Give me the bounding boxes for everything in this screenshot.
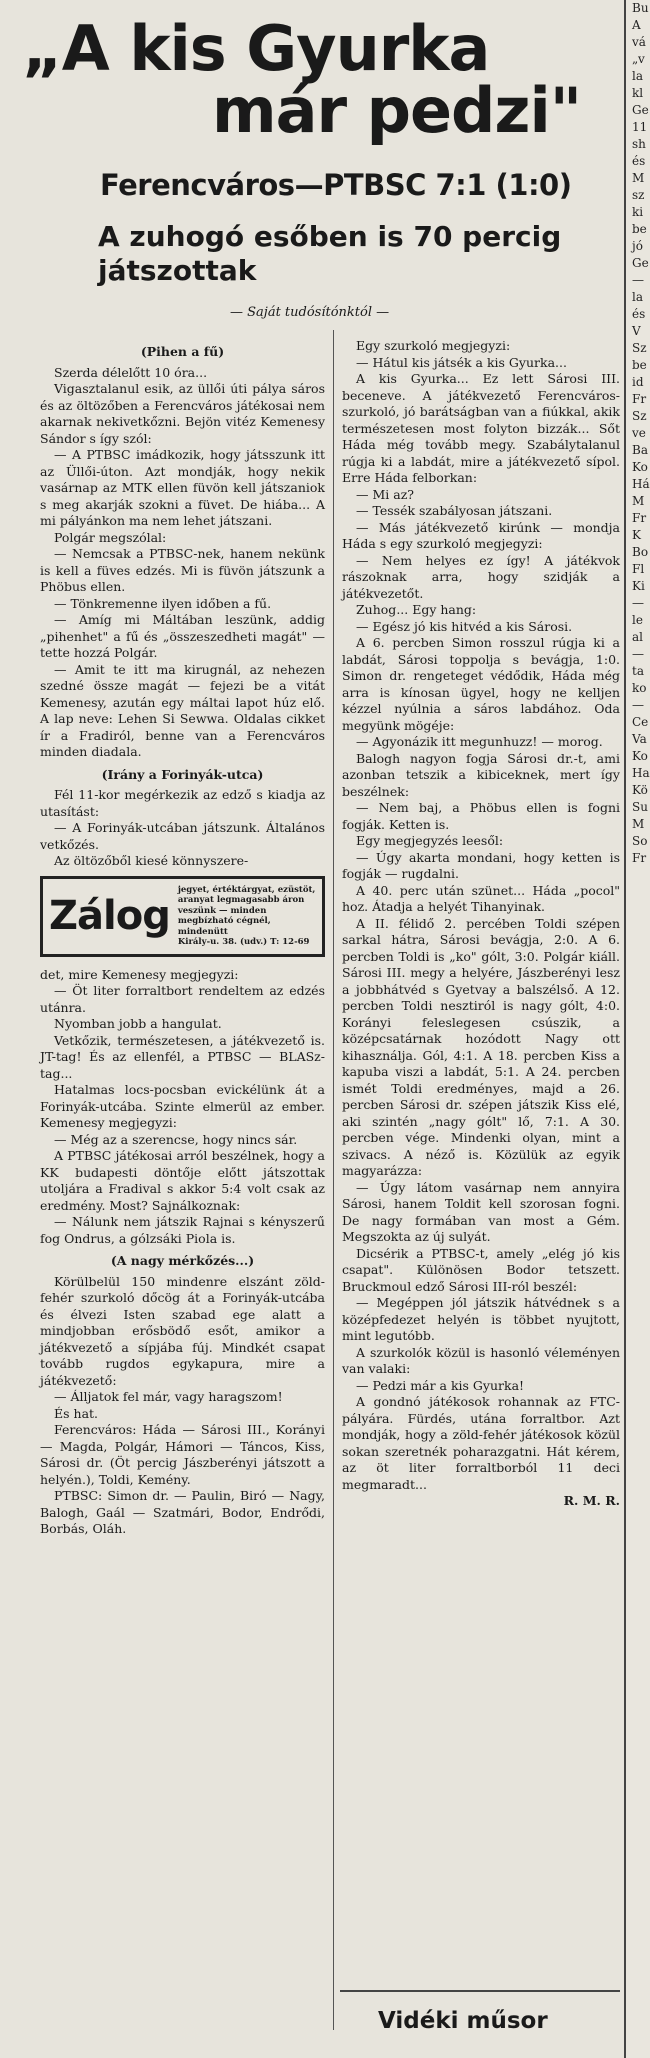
edge-fragment: Fr	[632, 392, 647, 406]
edge-fragment: Ki	[632, 579, 645, 593]
paragraph: Dicsérik a PTBSC-t, amely „elég jó kis csapat". Különösen Bodor tetszett. Bruckmoul edző Sárosi III-ról beszél:	[342, 1245, 620, 1294]
edge-fragment: ko	[632, 681, 647, 695]
ad-details	[178, 885, 316, 948]
byline: — Saját tudósítónktól —	[230, 305, 390, 320]
ad-address: Király-u. 38. (udv.) T: 12-69	[177, 937, 310, 947]
paragraph: Vigasztalanul esik, az üllői úti pálya sáros és az öltözőben a Ferencváros játékosai nem akarnak nekivetkőzni. Bejön vitéz Kemenesy Sándor s így szól:	[40, 381, 325, 446]
section-title: (Pihen a fű)	[140, 344, 225, 359]
edge-fragment: M	[632, 494, 645, 508]
paragraph: A 6. percben Simon rosszul rúgja ki a labdát, Sárosi toppolja s bevágja, 1:0. Simon dr. rengeteget védődik, Háda még arra is kínosan ügyel, hogy ne kelljen kézzel nyúlnia a sáros labdához. Oda megyünk mögéje:	[342, 635, 620, 733]
paragraph: — A Forinyák-utcában játszunk. Általános vetkőzés.	[40, 820, 325, 852]
pawn-advertisement	[40, 876, 325, 957]
paragraph: — Agyonázik itt megunhuzz! — morog.	[356, 734, 603, 749]
edge-fragment: Bu	[632, 1, 649, 15]
edge-fragment: M	[632, 817, 645, 831]
paragraph: A 40. perc után szünet... Háda „pocol" hoz. Átadja a helyét Tihanyinak.	[342, 882, 620, 914]
edge-fragment: —	[632, 273, 644, 287]
paragraph: — Úgy akarta mondani, hogy ketten is fogják — rugdalni.	[342, 849, 620, 881]
edge-fragment: K	[632, 528, 641, 542]
edge-fragment: be	[632, 358, 647, 372]
paragraph: A PTBSC játékosai arról beszélnek, hogy a KK budapesti döntője előtt játszottak utoljára a Fradival s akkor 5:4 volt csak az eredmény. Most? Sajnálkoznak:	[40, 1148, 325, 1213]
edge-fragment: Ge	[632, 256, 649, 270]
edge-fragment: —	[632, 596, 644, 610]
paragraph: — Úgy látom vasárnap nem annyira Sárosi, hanem Toldit kell szorosan fogni. De nagy formában van most a Gém. Megszokta az új sulyát.	[342, 1179, 620, 1244]
ad-word: Zálog	[49, 893, 170, 939]
edge-fragment: Sz	[632, 341, 647, 355]
paragraph: — Amíg mi Máltában leszünk, addig „pihenhet" a fű és „összeszedheti magát" — tette hozzá Polgár.	[40, 612, 325, 660]
paragraph: — A PTBSC imádkozik, hogy játsszunk itt az Üllői-úton. Azt mondják, hogy nekik vasárnap az MTK ellen füvön kell játszaniok s meg akarják szokni a füvet. De hiába... A mi pályánkon ma nem lehet játszani.	[40, 447, 325, 528]
edge-fragment: Sz	[632, 409, 647, 423]
edge-fragment: A	[632, 18, 641, 32]
edge-fragment: —	[632, 647, 644, 661]
edge-fragment: V	[632, 324, 641, 338]
left-column	[40, 338, 325, 1538]
edge-fragment: Ha	[632, 766, 650, 780]
paragraph: És hat.	[54, 1405, 99, 1421]
author-signature: R. M. R.	[563, 1493, 620, 1508]
next-article-title: Vidéki műsor	[378, 2008, 548, 2034]
edge-fragment: al	[632, 630, 643, 644]
lineup-ferencvaros: Ferencváros: Háda — Sárosi III., Korányi — Magda, Polgár, Hámori — Táncos, Kiss, Sárosi dr. (Öt percig Jászberényi játszott a helyén.), Toldi, Kemény.	[40, 1422, 325, 1487]
edge-fragment: jó	[632, 239, 643, 253]
subheadline: A zuhogó esőben is 70 percig játszottak	[98, 220, 562, 287]
edge-fragment: sz	[632, 188, 645, 202]
headline-line-2: már pedzi"	[212, 74, 582, 147]
edge-fragment: és	[632, 154, 646, 168]
edge-fragment: ki	[632, 205, 644, 219]
paragraph: — Mi az?	[356, 486, 414, 502]
paragraph: Vetkőzik, természetesen, a játékvezető is. JT-tag! És az ellenfél, a PTBSC — BLASz-tag...	[40, 1032, 325, 1081]
paragraph: Hatalmas locs-pocsban evickélünk át a Forinyák-utcába. Szinte elmerül az ember. Kemenesy megjegyzi:	[40, 1082, 325, 1130]
paragraph: A gondnó játékosok rohannak az FTC-pályára. Fürdés, utána forraltbor. Azt mondják, hogy a zöld-fehér játékosok közül sokan szeretnék poharazgatni. Hát kérem, az öt liter forraltborból 11 deci megmaradt...	[342, 1394, 620, 1492]
paragraph: — Tönkremenne ilyen időben a fű.	[54, 595, 272, 611]
edge-fragment: Fr	[632, 851, 647, 865]
edge-fragment: Fl	[632, 562, 645, 576]
edge-fragment: és	[632, 307, 646, 321]
headline	[22, 12, 622, 147]
edge-fragment: ta	[632, 664, 644, 678]
edge-fragment: M	[632, 171, 645, 185]
edge-fragment: Ko	[632, 749, 648, 763]
edge-fragment: So	[632, 834, 648, 848]
edge-fragment: Ba	[632, 443, 648, 457]
edge-fragment: ve	[632, 426, 646, 440]
edge-fragment: Fr	[632, 511, 647, 525]
paragraph: A II. félidő 2. percében Toldi szépen sarkal hátra, Sárosi bevágja, 2:0. A 6. percben Toldi is „ko" gólt, 3:0. Polgár kiáll. Sárosi III. megy a helyére, Jászberényi lesz a jobbhátvéd s Gyetvay a balszélső. A 12. percben Toldi nesztiról is nagy gólt, 4:0. Korányi feleslegesen csúszik, a középcsatárnak hozódott Nagy ott kihasználja. Gól, 4:1. A 18. percben Kiss a kapuba viszi a labdát, 5:1. A 24. percben ismét Toldi eredményes, majd a 26. percben Sárosi dr. szépen játszik Kiss elé, aki szintén „nagy gólt" lő, 7:1. A 30. percben vége. Mindenki olyan, mint a szivacs. A néző is. Közülük az egyik magyarázza:	[342, 915, 620, 1178]
edge-fragment: 11	[632, 120, 648, 134]
lineup-ptbsc: PTBSC: Simon dr. — Paulin, Biró — Nagy, Balogh, Gaál — Szatmári, Bodor, Endrődi, Borbás, Oláh.	[40, 1488, 325, 1536]
paragraph: — Egész jó kis hitvéd a kis Sárosi.	[356, 618, 573, 634]
edge-fragment: kl	[632, 86, 644, 100]
edge-fragment: Há	[632, 477, 650, 491]
paragraph: A kis Gyurka... Ez lett Sárosi III. beceneve. A játékvezető Ferencváros-szurkoló, jó barátságban van a fiúkkal, akik természetesen most folyton bizzák... Sőt Háda még tovább megy. Szabálytalanul rúgja ki a labdát, mire a játékvezető sípol. Erre Háda felborkan:	[342, 371, 620, 485]
edge-fragment: id	[632, 375, 644, 389]
adjacent-column-edge	[624, 0, 650, 2058]
paragraph: — Nem baj, a Phöbus ellen is fogni fogják. Ketten is.	[342, 800, 620, 832]
edge-fragment: „v	[632, 52, 645, 66]
edge-fragment: Ce	[632, 715, 649, 729]
section-rule	[340, 1990, 620, 1992]
edge-fragment: la	[632, 69, 643, 83]
paragraph: Balogh nagyon fogja Sárosi dr.-t, ami azonban tetszik a kibiceknek, mert így beszélnek:	[342, 750, 620, 799]
paragraph: Egy szurkoló megjegyzi:	[356, 338, 511, 353]
section-title: (Irány a Forinyák-utca)	[101, 766, 264, 782]
paragraph: — Álljatok fel már, vagy haragszom!	[54, 1389, 283, 1404]
paragraph: — Még az a szerencse, hogy nincs sár.	[54, 1131, 298, 1147]
edge-fragment: Kö	[632, 783, 648, 797]
edge-fragment: la	[632, 290, 643, 304]
paragraph: Polgár megszólal:	[54, 529, 167, 545]
edge-fragment: vá	[632, 35, 646, 49]
paragraph: Fél 11-kor megérkezik az edző s kiadja az utasítást:	[40, 787, 325, 819]
paragraph: — Pedzi már a kis Gyurka!	[356, 1377, 525, 1393]
paragraph: — Más játékvezető kirúnk — mondja Háda s egy szurkoló megjegyzi:	[342, 519, 620, 551]
paragraph: Az öltözőből kiesé könnyszere-	[54, 853, 249, 868]
edge-fragment: Bo	[632, 545, 649, 559]
paragraph: det, mire Kemenesy megjegyzi:	[40, 966, 239, 982]
edge-fragment: le	[632, 613, 643, 627]
headline-line-1: „A kis Gyurka	[22, 12, 490, 85]
ad-text: jegyet, értéktárgyat, ezüstöt, aranyat legmagasabb áron veszünk — minden megbízható cégnél, mindenütt	[177, 884, 316, 937]
edge-fragment: —	[632, 698, 644, 712]
paragraph: Körülbelül 150 mindenre elszánt zöld-fehér szurkoló dőcög át a Forinyák-utcába és élvezi Isten szabad ege alatt a mindjobban erősbödő esőt, amikor a játékvezető a sípjába fúj. Mindkét csapat tovább rugdos egykapura, mire a játékvezető:	[40, 1273, 325, 1388]
column-divider	[333, 330, 334, 2030]
edge-fragment: Ko	[632, 460, 648, 474]
paragraph: — Nálunk nem játszik Rajnai s kényszerű fog Ondrus, a gólzsáki Piola is.	[40, 1214, 325, 1246]
edge-fragment: Ge	[632, 103, 649, 117]
edge-fragment: sh	[632, 137, 646, 151]
section-title: (A nagy mérkőzés...)	[110, 1253, 255, 1268]
paragraph: — Nemcsak a PTBSC-nek, hanem nekünk is kell a füves edzés. Mi is füvön játszunk a Phöbus ellen.	[40, 546, 325, 594]
edge-fragment: be	[632, 222, 647, 236]
paragraph: A szurkolók közül is hasonló véleményen van valaki:	[342, 1344, 620, 1376]
paragraph: — Amit te itt ma kirugnál, az nehezen szedné össze magát — fejezi be a vitát Kemenesy, azután egy máltai lapot húz elő. A lap neve: Lehen Si Sewwa. Oldalas cikket ír a Fradiról, benne van a Ferencváros minden diadala.	[40, 661, 325, 759]
paragraph: — Nem helyes ez így! A játékvok rászoknak arra, hogy szidják a játékvezetőt.	[342, 552, 620, 601]
paragraph: — Megéppen jól játszik hátvédnek s a középfedezet helyén is többet nyujtott, mint legutóbb.	[342, 1295, 620, 1343]
right-column	[342, 338, 620, 1510]
paragraph: Egy megjegyzés leesől:	[356, 833, 504, 848]
paragraph: — Öt liter forraltbort rendeltem az edzés utánra.	[40, 983, 325, 1015]
edge-fragment: Va	[632, 732, 647, 746]
match-score: Ferencváros—PTBSC 7:1 (1:0)	[100, 168, 572, 202]
paragraph: Szerda délelőtt 10 óra...	[54, 364, 208, 380]
paragraph: — Tessék szabályosan játszani.	[356, 503, 553, 518]
paragraph: Zuhog... Egy hang:	[356, 602, 477, 617]
edge-fragment: Su	[632, 800, 648, 814]
paragraph: — Hátul kis játsék a kis Gyurka...	[356, 354, 567, 370]
paragraph: Nyomban jobb a hangulat.	[54, 1016, 222, 1031]
